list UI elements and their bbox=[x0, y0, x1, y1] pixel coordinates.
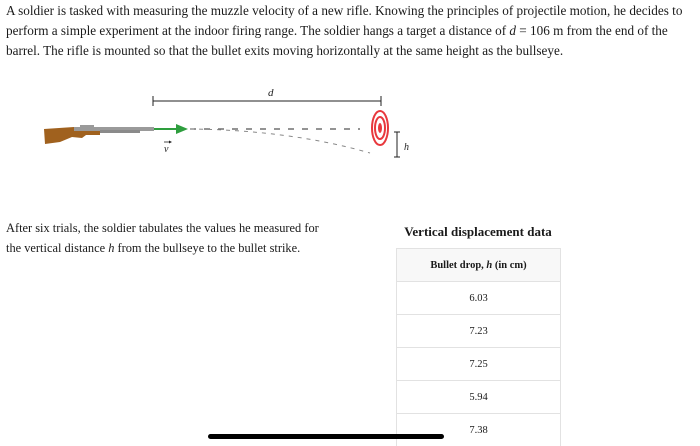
table-cell: 6.03 bbox=[397, 282, 561, 315]
distance-symbol: d bbox=[509, 23, 516, 38]
rifle-icon bbox=[44, 125, 154, 144]
table-cell: 7.38 bbox=[397, 414, 561, 446]
target-icon bbox=[372, 111, 388, 145]
distance-dimension-line bbox=[153, 96, 381, 106]
header-symbol: h bbox=[486, 259, 493, 271]
table-row bbox=[397, 381, 561, 414]
table-row bbox=[397, 282, 561, 315]
velocity-label: v bbox=[164, 144, 169, 155]
description-text-start: After six trials, the soldier tabulates the values he measured for the vertical distance bbox=[6, 221, 319, 255]
column-header-bullet-drop bbox=[397, 249, 561, 282]
table-row bbox=[397, 348, 561, 381]
drop-label: h bbox=[404, 142, 409, 153]
distance-label: d bbox=[268, 87, 274, 99]
table-row bbox=[397, 315, 561, 348]
distance-value: = 106 m bbox=[516, 23, 564, 38]
table-row bbox=[397, 414, 561, 446]
experiment-diagram bbox=[0, 80, 700, 170]
displacement-table bbox=[396, 248, 561, 446]
table-header-row bbox=[397, 249, 561, 282]
table-cell: 5.94 bbox=[397, 381, 561, 414]
header-suffix: (in cm) bbox=[492, 259, 527, 271]
table-cell: 7.25 bbox=[397, 348, 561, 381]
drop-symbol: h bbox=[108, 241, 115, 255]
drop-dimension-line bbox=[394, 132, 400, 157]
table-cell: 7.23 bbox=[397, 315, 561, 348]
trial-description bbox=[6, 218, 336, 258]
intro-text-start: A soldier is tasked with measuring the muzzle velocity of a new rifle. Knowing the principles of projectile motion, he decides to perform a simple experiment at the indoor firing range. The soldier hangs a target a distance of bbox=[6, 3, 683, 38]
header-prefix: Bullet drop, bbox=[430, 259, 487, 271]
table-title: Vertical displacement data bbox=[404, 224, 552, 239]
home-indicator-bar[interactable] bbox=[208, 434, 444, 439]
intro-text-end: from the end of the barrel. The rifle is mounted so that the bullet exits moving horizontally at the same height as the bullseye. bbox=[6, 23, 668, 58]
problem-intro bbox=[6, 1, 696, 61]
velocity-arrow bbox=[154, 124, 188, 134]
description-text-end: from the bullseye to the bullet strike. bbox=[114, 241, 301, 255]
bullet-trajectory bbox=[190, 129, 370, 153]
